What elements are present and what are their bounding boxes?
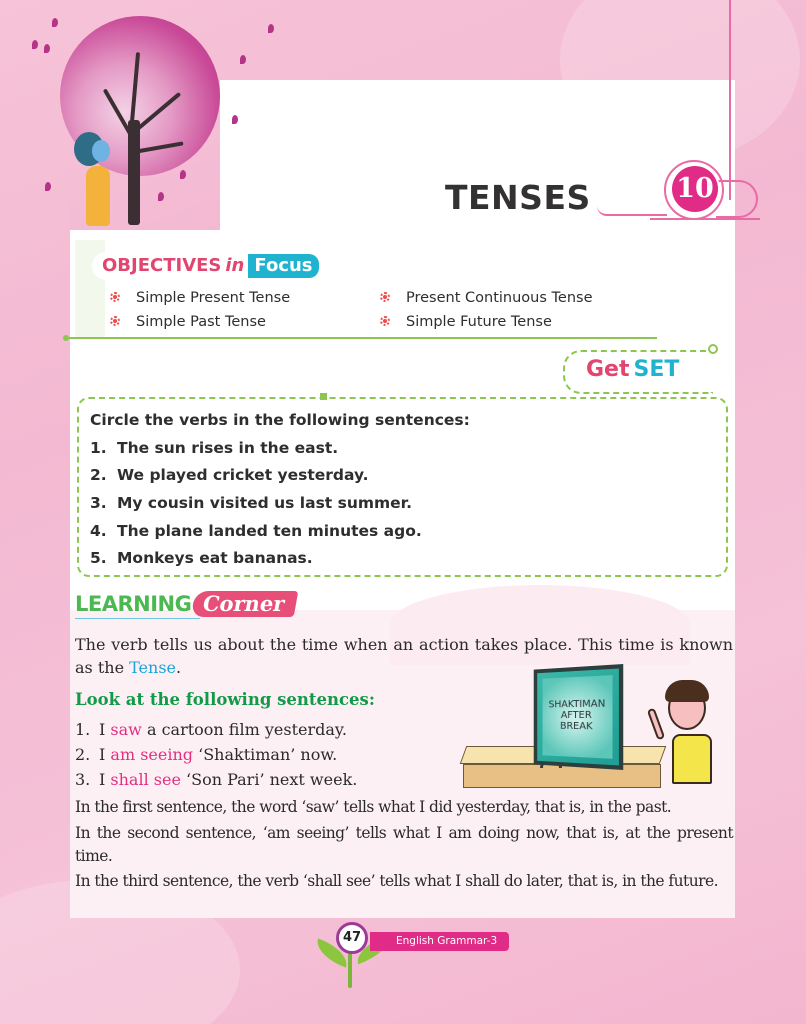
objective-item: Simple Present Tense [110, 290, 290, 306]
learning-corner-heading: LEARNING Corner [75, 591, 297, 617]
target-bullet-icon [380, 292, 390, 302]
objectives-heading [92, 252, 333, 280]
leaf-icon [44, 44, 50, 53]
target-bullet-icon [110, 316, 120, 326]
example-sentence: 1. I saw a cartoon film yesterday. [75, 720, 347, 739]
get-set-heading: Get SET [586, 357, 680, 382]
chapter-title: TENSES [445, 178, 591, 217]
exercise-instruction: Circle the verbs in the following sentences: [90, 411, 470, 429]
leaf-icon [240, 55, 246, 64]
explanation-paragraph: In the first sentence, the word ‘saw’ tells what I did yesterday, that is, in the past. [75, 798, 672, 816]
page-number: 47 [336, 922, 368, 954]
leaf-icon [180, 170, 186, 179]
section-divider [65, 337, 657, 339]
chapter-number-badge: 10 [672, 166, 718, 212]
decorative-vertical-line [729, 0, 731, 200]
tense-term: Tense [129, 658, 177, 677]
decorative-swirl-line [650, 218, 760, 220]
decorative-curl [716, 180, 758, 218]
table-front [463, 764, 661, 788]
leaf-icon [158, 192, 164, 201]
book-title-band: English Grammar-3 [370, 932, 509, 951]
objectives-heading-main: OBJECTIVES [102, 255, 222, 276]
verb-highlight: am seeing [110, 745, 194, 764]
explanation-paragraph: In the second sentence, ‘am seeing’ tells what I am doing now, that is, at the present time. [75, 824, 733, 865]
objectives-heading-focus: Focus [248, 254, 318, 278]
target-bullet-icon [380, 316, 390, 326]
sprout-stem [348, 952, 352, 988]
tv-screen: SHAKTIMAN AFTER BREAK [543, 675, 613, 759]
verb-highlight: shall see [110, 770, 181, 789]
boy-hair [665, 680, 709, 702]
leaf-icon [52, 18, 58, 27]
exercise-item: 1. The sun rises in the east. [90, 439, 339, 457]
leaf-icon [268, 24, 274, 33]
exercise-item: 2. We played cricket yesterday. [90, 466, 369, 484]
leaf-icon [32, 40, 38, 49]
objective-item: Simple Future Tense [380, 314, 552, 330]
divider-dot [63, 335, 69, 341]
decorative-swirl-line [597, 200, 667, 216]
girl-face [92, 140, 110, 162]
target-bullet-icon [110, 292, 120, 302]
tv-icon [534, 664, 624, 770]
exercise-item: 3. My cousin visited us last summer. [90, 494, 412, 512]
exercise-item: 4. The plane landed ten minutes ago. [90, 522, 422, 540]
leaf-icon [232, 115, 238, 124]
girl-dress [86, 166, 110, 226]
example-sentence: 2. I am seeing ‘Shaktiman’ now. [75, 745, 338, 764]
leaf-icon [45, 182, 51, 191]
look-heading: Look at the following sentences: [75, 690, 375, 709]
heading-underline [75, 618, 200, 619]
verb-highlight: saw [110, 720, 142, 739]
explanation-paragraph: In the third sentence, the verb ‘shall see’ tells what I shall do later, that is, in the future. [75, 872, 719, 890]
example-sentence: 3. I shall see ‘Son Pari’ next week. [75, 770, 358, 789]
boy-shirt [672, 734, 712, 784]
objectives-heading-in: in [225, 255, 245, 276]
objective-item: Present Continuous Tense [380, 290, 593, 306]
objective-item: Simple Past Tense [110, 314, 266, 330]
get-set-ring-icon [708, 344, 718, 354]
exercise-box-square-icon [320, 393, 327, 400]
exercise-item: 5. Monkeys eat bananas. [90, 549, 313, 567]
intro-paragraph: The verb tells us about the time when an action takes place. This time is known as the Tense. [75, 635, 733, 677]
